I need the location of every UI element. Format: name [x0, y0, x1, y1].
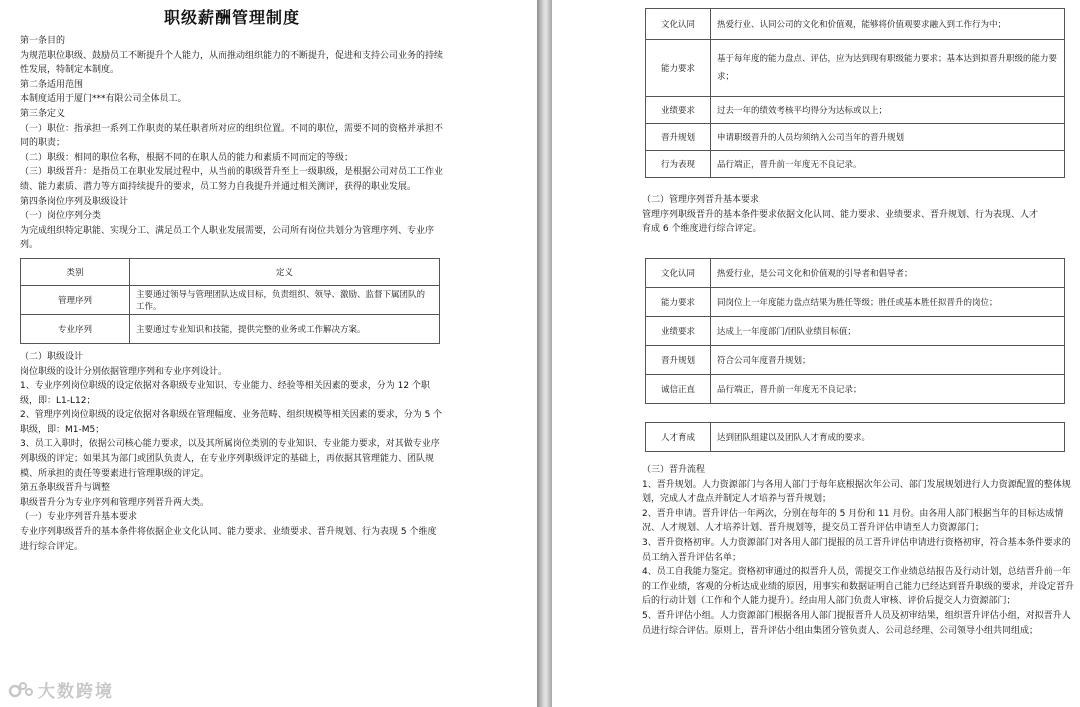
table-row — [646, 9, 1065, 40]
paragraph: 管理序列职级晋升的基本条件要求依据文化认同、能力要求、业绩要求、晋升规划、行为表现、人才 — [642, 209, 1039, 220]
paragraph: （三）晋升流程 — [642, 465, 706, 475]
table-cell: 业绩要求 — [646, 317, 711, 346]
paragraph: 3、员工入职时，依据公司核心能力要求，以及其所属岗位类别的专业知识、专业能力要求，对其做专业序列职级的评定；如果其为部门或团队负责人，在专业序列职级评定的基础上，再依据其管理能力、团队规模、所承担的责任等要素进行管理职级的评定。 — [20, 439, 440, 479]
table-row — [646, 97, 1065, 124]
table-row — [646, 346, 1065, 375]
paragraph: 专业序列职级晋升的基本条件将依据企业文化认同、能力要求、业绩要求、晋升规划、行为表现 5 个维度进行综合评定。 — [20, 527, 437, 552]
paragraph: 第三条定义 — [20, 108, 66, 119]
table-row — [21, 285, 440, 314]
table-row — [646, 124, 1065, 151]
professional-requirements-table — [645, 8, 1065, 178]
paragraph: 5、晋升评估小组。人力资源部门根据各用人部门提报晋升人员及初审结果，组织晋升评估小组，对拟晋升人员进行综合评估。原则上，晋升评估小组由集团分管负责人、公司总经理、公司领导小组共同组成； — [642, 610, 1071, 636]
paragraph: 3、晋升资格初审。人力资源部门对各用人部门提报的员工晋升评估申请进行资格初审，符合基本条件要求的员工纳入晋升评估名单； — [642, 537, 1071, 563]
table-row — [646, 40, 1065, 97]
paragraph: 1、专业序列岗位职级的设定依据对各职级专业知识、专业能力、经验等相关因素的要求，分为 12 个职级，即：L1-L12； — [20, 381, 430, 406]
paragraph: 第四条岗位序列及职级设计 — [20, 196, 129, 207]
table-cell: 品行端正，晋升前一年度无不良记录； — [711, 375, 1065, 404]
table-cell: 主要通过专业知识和技能，提供完整的业务或工作解决方案。 — [130, 314, 440, 343]
paragraph: 4、员工自我能力鉴定。资格初审通过的拟晋升人员，需提交工作业绩总结报告及行动计划，总结晋升前一年的工作业绩，客观的分析达成业绩的原因，用事实和数据证明自己能力已经达到晋升职级的要求，并设定晋升后的行动计划（工作和个人能力提升）。经由用人部门负责人审核、评价后提交人力资源部门； — [642, 567, 1075, 607]
table-cell: 人才育成 — [646, 423, 711, 452]
document-title: 职级薪酬管理制度 — [163, 8, 300, 27]
paragraph: 第二条适用范围 — [20, 79, 84, 90]
talent-table — [645, 422, 1065, 452]
table-header-cell: 定义 — [130, 258, 440, 285]
table-cell: 能力要求 — [646, 288, 711, 317]
watermark — [8, 677, 114, 705]
table-cell: 过去一年的绩效考核平均得分为达标或以上； — [711, 97, 1065, 124]
table-cell: 业绩要求 — [646, 97, 711, 124]
table-row — [646, 288, 1065, 317]
brand-logo-icon — [8, 680, 34, 705]
paragraph: （三）职级晋升：是指员工在职业发展过程中，从当前的职级晋升至上一级职级，是根据公司对员工工作业绩、能力素质、潜力等方面持续提升的要求，员工努力自我提升并通过相关测评，获得的职业发展。 — [20, 167, 444, 192]
table-cell: 热爱行业，是公司文化和价值观的引导者和倡导者； — [711, 259, 1065, 288]
table-cell: 同岗位上一年度能力盘点结果为胜任等级；胜任或基本胜任拟晋升的岗位； — [711, 288, 1065, 317]
left-paragraphs-b — [20, 350, 444, 554]
table-row — [646, 423, 1065, 452]
table-cell: 专业序列 — [21, 314, 130, 343]
table-cell: 品行端正，晋升前一年度无不良记录。 — [711, 151, 1065, 178]
paragraph: 为规范职位职级、鼓励员工不断提升个人能力，从而推动组织能力的不断提升，促进和支持公司业务的持续性发展，特制定本制度。 — [20, 50, 444, 76]
table-cell: 达到团队组建以及团队人才育成的要求。 — [711, 423, 1065, 452]
paragraph: 岗位职级的设计分别依据管理序列和专业序列设计。 — [20, 366, 228, 377]
table-cell: 晋升规划 — [646, 124, 711, 151]
management-requirements-table — [645, 258, 1065, 404]
table-cell: 行为表现 — [646, 151, 711, 178]
table-row — [646, 317, 1065, 346]
paragraph: （二）管理序列晋升基本要求 — [642, 195, 760, 205]
table-cell: 主要通过领导与管理团队达成目标，负责组织、领导、激励、监督下属团队的工作。 — [130, 285, 440, 314]
left-page-content — [20, 6, 444, 554]
left-paragraphs-a — [20, 34, 444, 253]
page-gutter — [537, 0, 552, 707]
table-cell: 文化认同 — [646, 9, 711, 40]
table-cell: 晋升规划 — [646, 346, 711, 375]
paragraph: （一）职位：指承担一系列工作职责的某任职者所对应的组织位置。不同的职位，需要不同的资格并承担不同的职责； — [20, 123, 444, 149]
right-paragraphs-b — [642, 463, 1074, 638]
table-cell: 诚信正直 — [646, 375, 711, 404]
paragraph: 2、管理序列岗位职级的设定依据对各职级在管理幅度、业务范畴、组织规模等相关因素的要求，分为 5 个职级，即：M1-M5； — [20, 410, 443, 435]
paragraph: 第五条职级晋升与调整 — [20, 483, 111, 494]
paragraph: 职级晋升分为专业序列和管理序列晋升两大类。 — [20, 497, 210, 508]
table-header-cell: 类别 — [21, 258, 130, 285]
table-cell: 文化认同 — [646, 259, 711, 288]
paragraph: 本制度适用于厦门***有限公司全体员工。 — [20, 94, 187, 105]
table-header-row — [21, 258, 440, 285]
table-row — [646, 375, 1065, 404]
paragraph: 育成 6 个维度进行综合评定。 — [642, 224, 762, 235]
paragraph: （一）专业序列晋升基本要求 — [20, 512, 138, 523]
table-cell: 管理序列 — [21, 285, 130, 314]
paragraph: 第一条目的 — [20, 36, 66, 46]
paragraph: 为完成组织特定职能、实现分工、满足员工个人职业发展需要，公司所有岗位共划分为管理序列、专业序列。 — [20, 225, 435, 251]
table-cell: 热爱行业、认同公司的文化和价值观，能够将价值观要求融入到工作行为中； — [711, 9, 1065, 40]
right-paragraphs-a — [642, 193, 1074, 237]
paragraph: （一）岗位序列分类 — [20, 211, 102, 222]
table-cell: 能力要求 — [646, 40, 711, 97]
table-cell: 达成上一年度部门/团队业绩目标值； — [711, 317, 1065, 346]
table-row — [646, 151, 1065, 178]
watermark-text: 大数跨境 — [38, 682, 114, 702]
table-cell: 符合公司年度晋升规划； — [711, 346, 1065, 375]
document-page-left — [0, 0, 537, 707]
table-row — [646, 259, 1065, 288]
paragraph: （二）职级设计 — [20, 351, 84, 362]
paragraph: 1、晋升规划。人力资源部门与各用人部门于每年底根据次年公司、部门发展规划进行人力资源配置的整体规划，完成人才盘点并制定人才培养与晋升规划； — [642, 479, 1071, 505]
table-cell: 申请职级晋升的人员均须纳入公司当年的晋升规划 — [711, 124, 1065, 151]
table-cell: 基于每年度的能力盘点、评估，应为达到现有职级能力要求；基本达到拟晋升职级的能力要求； — [711, 40, 1065, 97]
sequence-table — [20, 258, 440, 344]
table-row — [21, 314, 440, 343]
paragraph: （二）职级：相同的职位名称，根据不同的在职人员的能力和素质不同而定的等级； — [20, 152, 354, 163]
paragraph: 2、晋升申请。晋升评估一年两次，分别在每年的 5 月份和 11 月份。由各用人部门根据当年的目标达成情况、人才规划、人才培养计划、晋升规划等，提交员工晋升评估申请至人力资源部门； — [642, 508, 1064, 534]
